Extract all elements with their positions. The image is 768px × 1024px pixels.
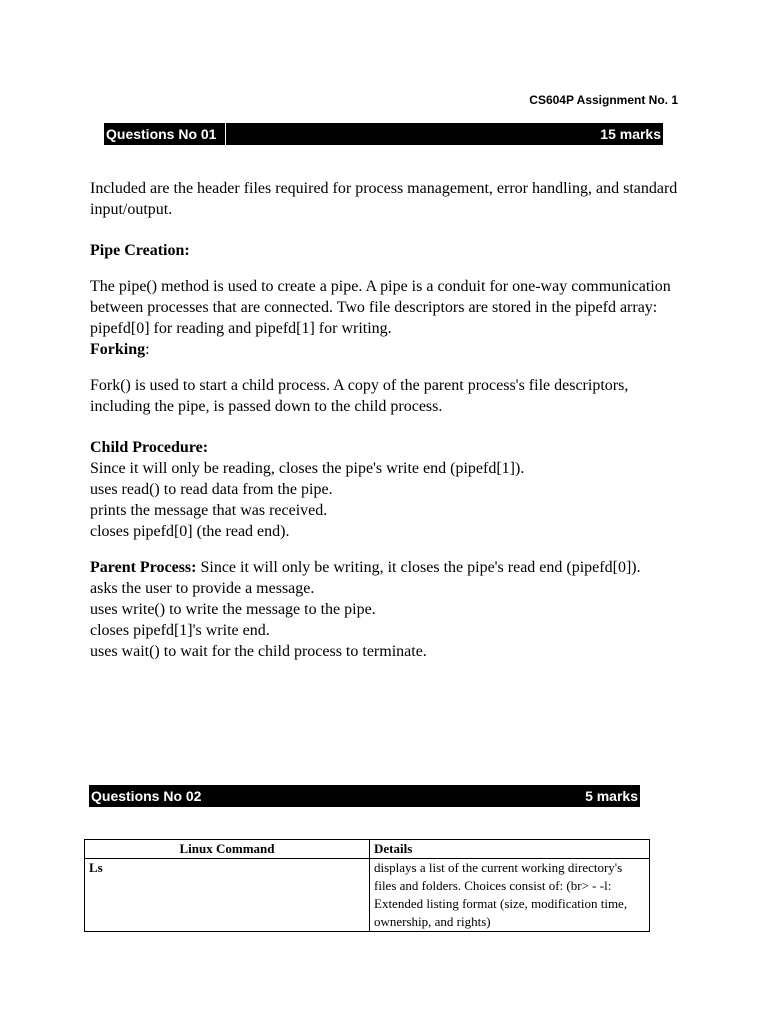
child-procedure-heading <box>90 437 690 458</box>
question-1-bar <box>104 123 663 145</box>
parent-line: closes pipefd[1]'s write end. <box>90 622 270 639</box>
parent-line: uses wait() to wait for the child process to terminate. <box>90 643 427 660</box>
parent-process-first-line <box>90 557 690 578</box>
child-procedure-section <box>90 437 690 542</box>
forking-heading-text: Forking <box>90 341 146 358</box>
bar-divider <box>225 123 226 145</box>
details-cell: displays a list of the current working directory's files and folders. Choices consist of: (br> - -l: Extended listing format (size, modification time, ownership, and rights) <box>370 859 650 932</box>
question-2-marks: 5 marks <box>585 788 638 804</box>
forking-heading <box>90 339 690 360</box>
child-line: closes pipefd[0] (the read end). <box>90 523 290 540</box>
linux-command-table <box>84 839 650 932</box>
parent-line: asks the user to provide a message. <box>90 580 315 597</box>
parent-process-heading: Parent Process: <box>90 559 197 576</box>
pipe-creation-heading <box>90 240 690 261</box>
child-line: Since it will only be reading, closes the pipe's write end (pipefd[1]). <box>90 460 525 477</box>
table-row <box>85 859 650 932</box>
forking-colon: : <box>145 341 150 358</box>
parent-line: uses write() to write the message to the pipe. <box>90 601 376 618</box>
column-header-details: Details <box>370 840 650 859</box>
child-procedure-heading-text: Child Procedure: <box>90 439 209 456</box>
document-header: CS604P Assignment No. 1 <box>529 93 678 107</box>
child-line: prints the message that was received. <box>90 502 328 519</box>
parent-process-section <box>90 557 690 662</box>
pipe-creation-heading-text: Pipe Creation: <box>90 242 190 259</box>
pipe-creation-paragraph: The pipe() method is used to create a pipe. A pipe is a conduit for one-way communication between processes that are connected. Two file descriptors are stored in the pipefd array: pipefd[0] for reading and pipefd[1] for writing. <box>90 278 671 337</box>
intro-paragraph: Included are the header files required for process management, error handling, and standard input/output. <box>90 180 678 218</box>
table-header-row <box>85 840 650 859</box>
question-2-bar <box>89 785 640 807</box>
child-line: uses read() to read data from the pipe. <box>90 481 333 498</box>
question-1-title: Questions No 01 <box>106 126 217 142</box>
column-header-command: Linux Command <box>85 840 370 859</box>
question-1-marks: 15 marks <box>600 126 661 142</box>
question-2-title: Questions No 02 <box>91 788 202 804</box>
forking-paragraph: Fork() is used to start a child process. A copy of the parent process's file descriptors, including the pipe, is passed down to the child process. <box>90 377 629 415</box>
parent-process-text: Since it will only be writing, it closes the pipe's read end (pipefd[0]). <box>196 559 641 576</box>
command-cell: Ls <box>85 859 370 932</box>
